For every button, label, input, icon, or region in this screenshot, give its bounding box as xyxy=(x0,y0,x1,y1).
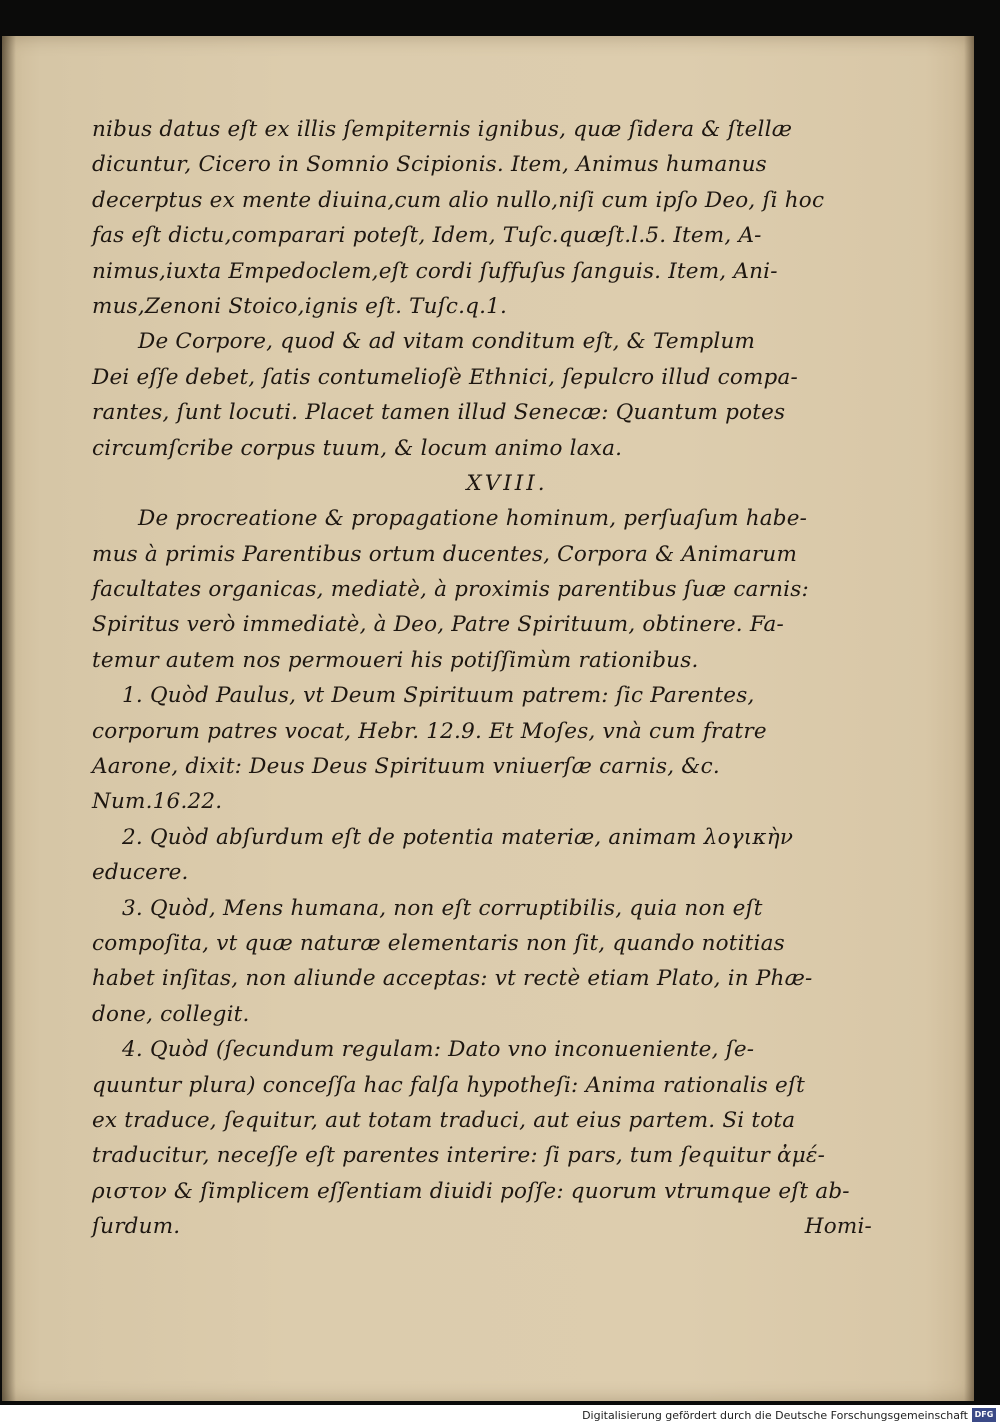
text-line: Dei eſſe debet, ſatis contumelioſè Ethnici, ſepulcro illud compa- xyxy=(92,364,798,390)
footer-bar xyxy=(0,1405,1000,1426)
text-line: circumſcribe corpus tuum, & locum animo laxa. xyxy=(92,435,623,461)
text-line: fas eſt dictu,comparari poteſt, Idem, Tuſc.quæſt.l.5. Item, A- xyxy=(92,223,762,249)
text-line: decerptus ex mente diuina,cum alio nullo,niſi cum ipſo Deo, ſi hoc xyxy=(92,187,825,213)
text-line: traducitur, neceſſe eſt parentes interire: ſi pars, tum ſequitur ἀμέ- xyxy=(92,1143,826,1169)
text-line: dicuntur, Cicero in Somnio Scipionis. Item, Animus humanus xyxy=(92,152,767,178)
text-line: mus,Zenoni Stoico,ignis eſt. Tuſc.q.1. xyxy=(92,293,508,319)
text-line: De procreatione & propagatione hominum, perſuaſum habe- xyxy=(138,506,808,532)
text-line: nimus,iuxta Empedoclem,eſt cordi ſuffuſus ſanguis. Item, Ani- xyxy=(92,258,778,284)
text-line: quuntur plura) conceſſa hac falſa hypotheſi: Anima rationalis eſt xyxy=(92,1072,805,1098)
text-line: compoſita, vt quæ naturæ elementaris non ſit, quando notitias xyxy=(92,930,785,956)
text-line: done, collegit. xyxy=(92,1001,250,1027)
numbered-item: 3. Quòd, Mens humana, non eſt corruptibilis, quia non eſt xyxy=(122,895,763,921)
text-line: educere. xyxy=(92,860,189,886)
last-line-row xyxy=(92,1209,872,1244)
text-line: ſurdum. xyxy=(92,1214,181,1240)
text-line: mus à primis Parentibus ortum ducentes, Corpora & Animarum xyxy=(92,541,798,567)
text-line: facultates organicas, mediatè, à proximis parentibus ſuæ carnis: xyxy=(92,577,809,603)
text-line: rantes, ſunt locuti. Placet tamen illud Senecæ: Quantum potes xyxy=(92,400,786,426)
text-line: ριστον & ſimplicem eſſentiam diuidi poſſe: quorum vtrumque eſt ab- xyxy=(92,1178,850,1204)
page-text xyxy=(92,112,872,1245)
numbered-item: 2. Quòd abſurdum eſt de potentia materiæ, animam λογικὴν xyxy=(122,824,794,850)
text-line: corporum patres vocat, Hebr. 12.9. Et Moſes, vnà cum fratre xyxy=(92,718,767,744)
text-line: Num.16.22. xyxy=(92,789,223,815)
text-line: habet inſitas, non aliunde acceptas: vt rectè etiam Plato, in Phæ- xyxy=(92,966,813,992)
numbered-item: 1. Quòd Paulus, vt Deum Spirituum patrem: ſic Parentes, xyxy=(122,683,755,709)
text-line: Aarone, dixit: Deus Deus Spirituum vniuerſæ carnis, &c. xyxy=(92,754,720,780)
page-shadow-left xyxy=(2,36,16,1401)
section-heading: XVIII. xyxy=(466,470,548,496)
text-line: temur autem nos permoueri his potiſſimùm rationibus. xyxy=(92,647,699,673)
text-line: ex traduce, ſequitur, aut totam traduci, aut eius partem. Si tota xyxy=(92,1107,796,1133)
text-line: nibus datus eſt ex illis ſempiternis ignibus, quæ ſidera & ſtellæ xyxy=(92,117,793,142)
dfg-logo: DFG xyxy=(972,1408,996,1422)
text-line: Spiritus verò immediatè, à Deo, Patre Spirituum, obtinere. Fa- xyxy=(92,612,785,638)
catchword: Homi- xyxy=(804,1214,872,1240)
funding-credit: Digitalisierung gefördert durch die Deutsche Forschungsgemeinschaft xyxy=(582,1409,968,1422)
text-line: De Corpore, quod & ad vitam conditum eſt, & Templum xyxy=(138,329,756,355)
numbered-item: 4. Quòd (ſecundum regulam: Dato vno inconueniente, ſe- xyxy=(122,1037,755,1063)
page-shadow-right xyxy=(964,36,974,1401)
